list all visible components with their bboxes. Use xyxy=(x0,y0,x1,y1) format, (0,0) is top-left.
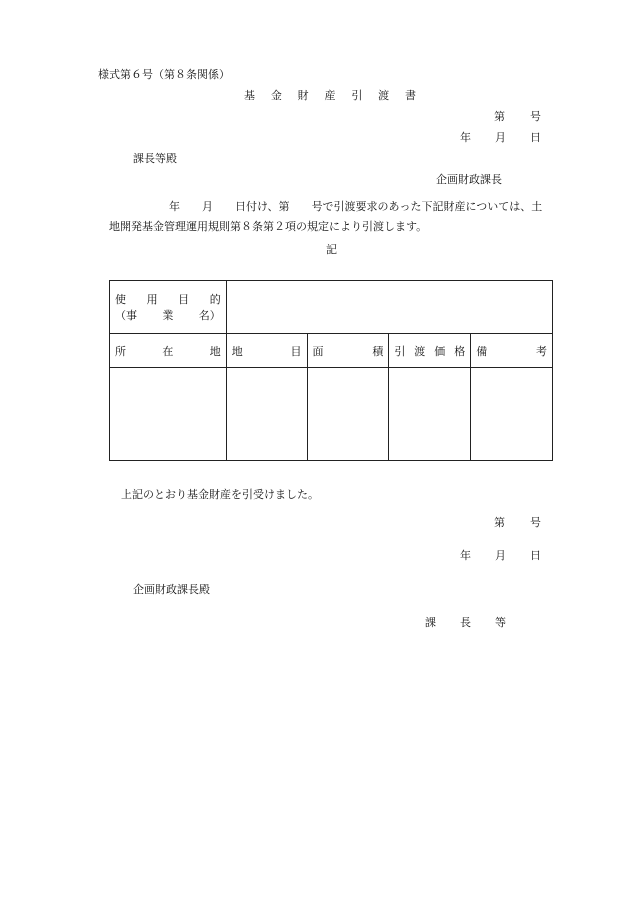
purpose-label: 使 用 目 的 （事 業 名） xyxy=(110,281,227,334)
receipt-date: 年 月 日 xyxy=(460,549,541,562)
ki-label: 記 xyxy=(326,243,337,256)
purpose-row xyxy=(110,281,553,334)
header-land-category: 地 目 xyxy=(226,334,307,368)
cell-remarks xyxy=(471,368,553,461)
document-number: 第 号 xyxy=(494,110,541,123)
form-label: 様式第６号（第８条関係） xyxy=(98,68,230,81)
document-date: 年 月 日 xyxy=(460,131,541,144)
document-title: 基 金 財 産 引 渡 書 xyxy=(244,89,416,102)
receipt-statement: 上記のとおり基金財産を引受けました。 xyxy=(121,488,319,501)
body-line-1: 年 月 日付け、第 号で引渡要求のあった下記財産については、土 xyxy=(169,200,543,213)
header-row xyxy=(110,334,553,368)
header-location: 所 在 地 xyxy=(110,334,227,368)
header-transfer-price: 引 渡 価 格 xyxy=(389,334,471,368)
header-area: 面 積 xyxy=(307,334,389,368)
receipt-signer: 課 長 等 xyxy=(425,616,506,629)
body-line-2: 地開発基金管理運用規則第８条第２項の規定により引渡します。 xyxy=(109,220,428,233)
addressee: 課長等殿 xyxy=(133,152,177,165)
property-table xyxy=(109,280,553,461)
cell-area xyxy=(307,368,389,461)
receipt-addressee: 企画財政課長殿 xyxy=(133,583,210,596)
cell-transfer-price xyxy=(389,368,471,461)
receipt-number: 第 号 xyxy=(494,516,541,529)
table-row xyxy=(110,368,553,461)
cell-location xyxy=(110,368,227,461)
cell-land-category xyxy=(226,368,307,461)
sender: 企画財政課長 xyxy=(436,173,502,186)
purpose-value xyxy=(226,281,552,334)
header-remarks: 備 考 xyxy=(471,334,553,368)
